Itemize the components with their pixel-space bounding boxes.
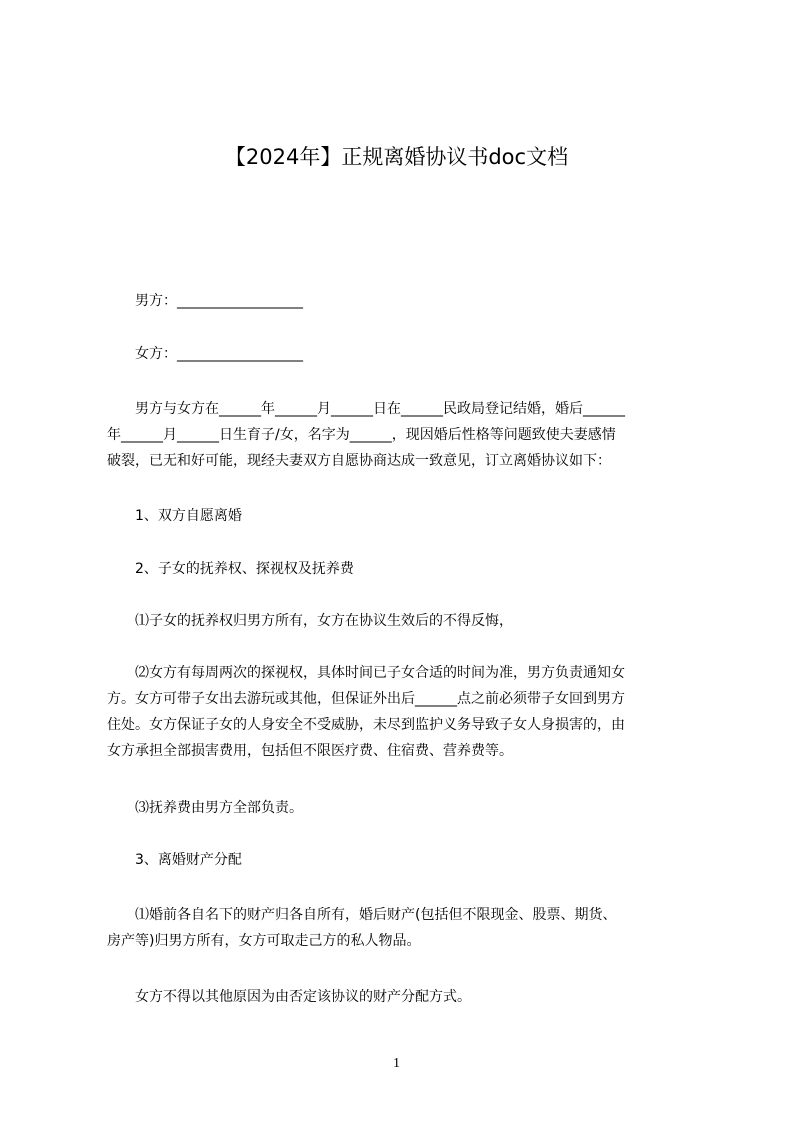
clause-2-2-line-2: 方。女方可带子女出去游玩或其他，但保证外出后______点之前必须带子女回到男方 bbox=[107, 691, 625, 707]
clause-2-3: ⑶抚养费由男方全部负责。 bbox=[135, 800, 303, 816]
clause-2-2-line-4: 女方承担全部损害费用，包括但不限医疗费、住宿费、营养费等。 bbox=[107, 743, 513, 759]
clause-2-2-line-3: 住处。女方保证子女的人身安全不受威胁，未尽到监护义务导致子女人身损害的，由 bbox=[107, 717, 625, 733]
male-party-line: 男方：__________________ bbox=[135, 293, 303, 309]
clause-3-note: 女方不得以其他原因为由否定该协议的财产分配方式。 bbox=[135, 989, 471, 1005]
clause-3-1-line-2: 房产等)归男方所有，女方可取走己方的私人物品。 bbox=[107, 933, 421, 949]
female-party-line: 女方：__________________ bbox=[135, 346, 303, 362]
clause-3-heading: 3、离婚财产分配 bbox=[135, 852, 242, 868]
page-number: 1 bbox=[393, 1056, 400, 1071]
intro-line-1: 男方与女方在______年______月______日在______民政局登记结婚，婚后______ bbox=[135, 401, 625, 417]
clause-2-1: ⑴子女的抚养权归男方所有，女方在协议生效后的不得反悔， bbox=[135, 613, 513, 629]
intro-line-2: 年______月______日生育子/女，名字为______，现因婚后性格等问题致使夫妻感情 bbox=[107, 427, 616, 443]
document-title: 【2024年】正规离婚协议书doc文档 bbox=[224, 145, 569, 169]
clause-2-2-line-1: ⑵女方有每周两次的探视权，具体时间已子女合适的时间为准，男方负责通知女 bbox=[135, 665, 625, 681]
clause-3-1-line-1: ⑴婚前各自名下的财产归各自所有，婚后财产(包括但不限现金、股票、期货、 bbox=[135, 907, 617, 923]
clause-1: 1、双方自愿离婚 bbox=[135, 508, 242, 524]
clause-2-heading: 2、子女的抚养权、探视权及抚养费 bbox=[135, 561, 354, 577]
intro-line-3: 破裂，已无和好可能，现经夫妻双方自愿协商达成一致意见，订立离婚协议如下： bbox=[107, 453, 611, 469]
